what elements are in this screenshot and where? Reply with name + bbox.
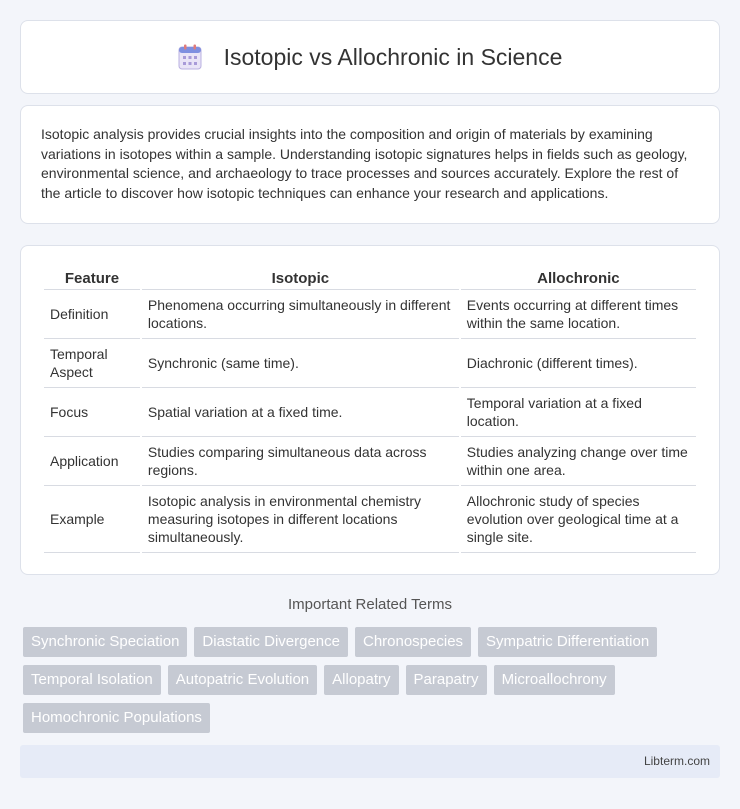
intro-paragraph: Isotopic analysis provides crucial insights into the composition and origin of materials by examining variations in isotopes within a sample. Understanding isotopic signatures helps in fields such as geology, environmental science, and archaeology to trace processes and sources accurately. Explore the rest of the article to discover how isotopic techniques can enhance your research and applications. <box>41 126 688 201</box>
row-feature: Definition <box>44 290 140 339</box>
header-isotopic: Isotopic <box>142 266 459 290</box>
row-isotopic: Synchronic (same time). <box>142 339 459 388</box>
related-term-tag[interactable]: Microallochrony <box>494 665 615 695</box>
row-allochronic: Studies analyzing change over time within one area. <box>461 437 696 486</box>
row-isotopic: Isotopic analysis in environmental chemistry measuring isotopes in different locations simultaneously. <box>142 486 459 553</box>
row-isotopic: Phenomena occurring simultaneously in different locations. <box>142 290 459 339</box>
related-terms-list <box>23 627 723 733</box>
related-term-tag[interactable]: Sympatric Differentiation <box>478 627 657 657</box>
calendar-icon <box>178 44 202 70</box>
table-row <box>44 486 696 553</box>
intro-card <box>20 105 720 224</box>
row-feature: Temporal Aspect <box>44 339 140 388</box>
row-allochronic: Diachronic (different times). <box>461 339 696 388</box>
row-isotopic: Studies comparing simultaneous data across regions. <box>142 437 459 486</box>
row-feature: Focus <box>44 388 140 437</box>
row-feature: Example <box>44 486 140 553</box>
page-title: Isotopic vs Allochronic in Science <box>223 43 563 70</box>
table-row <box>44 290 696 339</box>
row-allochronic: Temporal variation at a fixed location. <box>461 388 696 437</box>
footer-site-link[interactable]: Libterm.com <box>643 754 710 768</box>
table-header-row <box>44 266 696 290</box>
comparison-table-card <box>20 245 720 575</box>
row-isotopic: Spatial variation at a fixed time. <box>142 388 459 437</box>
header-card <box>20 20 720 94</box>
table-row <box>44 437 696 486</box>
related-term-tag[interactable]: Synchronic Speciation <box>23 627 187 657</box>
row-allochronic: Events occurring at different times within the same location. <box>461 290 696 339</box>
related-term-tag[interactable]: Chronospecies <box>355 627 471 657</box>
comparison-table <box>42 266 698 553</box>
table-row <box>44 339 696 388</box>
related-terms-title: Important Related Terms <box>288 596 452 613</box>
header-allochronic: Allochronic <box>461 266 696 290</box>
row-feature: Application <box>44 437 140 486</box>
related-term-tag[interactable]: Parapatry <box>406 665 487 695</box>
related-term-tag[interactable]: Autopatric Evolution <box>168 665 317 695</box>
related-term-tag[interactable]: Diastatic Divergence <box>194 627 348 657</box>
related-term-tag[interactable]: Homochronic Populations <box>23 703 210 733</box>
related-term-tag[interactable]: Temporal Isolation <box>23 665 161 695</box>
footer <box>20 745 720 778</box>
row-allochronic: Allochronic study of species evolution over geological time at a single site. <box>461 486 696 553</box>
header-feature: Feature <box>44 266 140 290</box>
related-term-tag[interactable]: Allopatry <box>324 665 398 695</box>
table-row <box>44 388 696 437</box>
